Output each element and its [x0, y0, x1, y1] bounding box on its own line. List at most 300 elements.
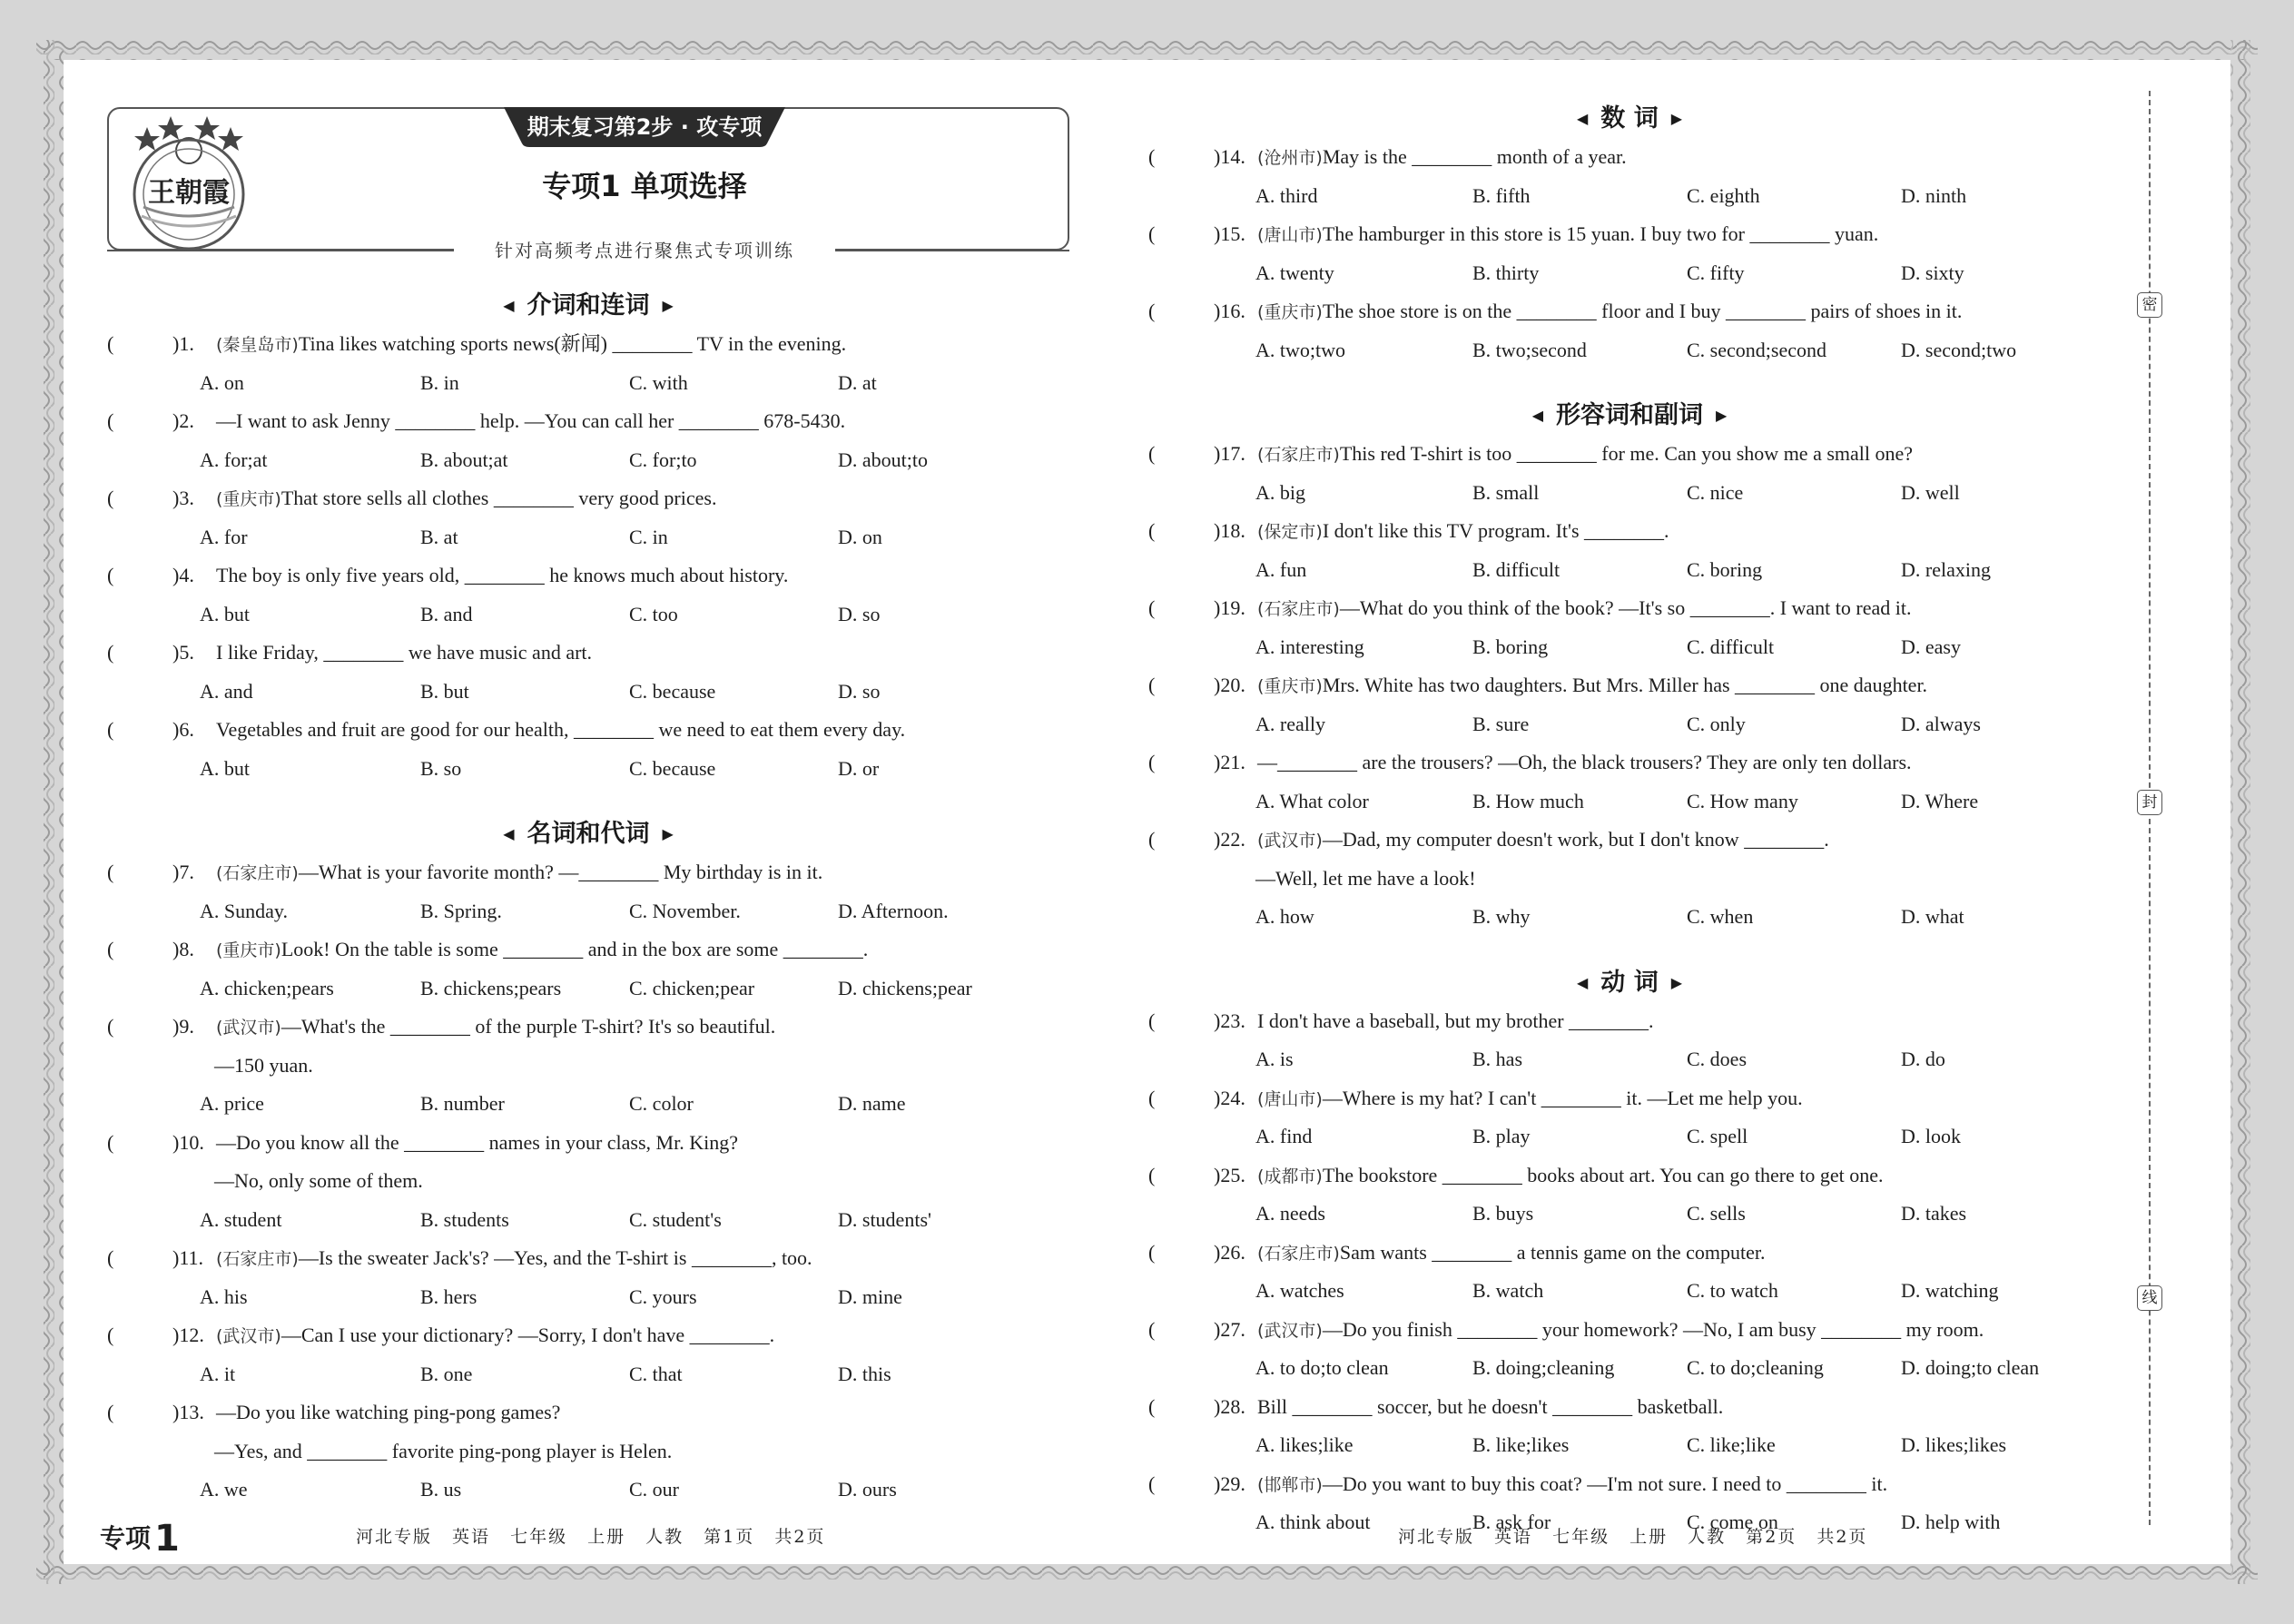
option-a: A. we	[200, 1478, 248, 1501]
answer-paren-open: (	[107, 1324, 114, 1346]
question-line	[107, 853, 1069, 892]
question-line	[1148, 743, 2111, 782]
option-d: D. ninth	[1901, 183, 1967, 207]
question-line	[1148, 215, 2111, 254]
option-b: B. fifth	[1472, 183, 1531, 207]
option-c: C. that	[629, 1362, 683, 1385]
section-gap	[107, 788, 1069, 815]
question-number: )9.	[172, 1015, 194, 1038]
question-text	[216, 853, 822, 893]
question-text	[1257, 138, 1627, 178]
question-number: )5.	[172, 641, 194, 664]
section-title-text: 动 词	[1600, 968, 1659, 997]
question-line	[1148, 1002, 2111, 1041]
option-d: D. look	[1901, 1125, 1961, 1147]
option-d: D. Where	[1901, 789, 1979, 812]
answer-options	[107, 969, 1069, 1009]
question-line	[107, 1124, 1069, 1163]
question-text	[216, 1393, 560, 1433]
answer-options	[107, 1355, 1069, 1394]
option-c: C. How many	[1687, 789, 1798, 812]
answer-paren-open: (	[107, 332, 114, 355]
question-text	[216, 402, 845, 442]
option-b: B. us	[420, 1478, 462, 1501]
question-line	[107, 711, 1069, 750]
question-region: (石家庄市)	[1257, 445, 1340, 465]
question-number: )23.	[1214, 1009, 1245, 1032]
question-region: (唐山市)	[1257, 225, 1323, 245]
answer-options	[107, 364, 1069, 403]
left-triangle-icon: ◀	[503, 297, 515, 314]
question-body: I don't have a baseball, but my brother ________.	[1257, 1009, 1654, 1032]
option-c: C. student's	[629, 1207, 722, 1231]
answer-paren-open: (	[1148, 300, 1156, 322]
question-number: )15.	[1214, 222, 1245, 245]
question-body: —Do you like watching ping-pong games?	[216, 1401, 561, 1423]
left-triangle-icon: ◀	[1576, 110, 1589, 127]
binding-mark-line: 线	[2137, 1285, 2162, 1311]
answer-options	[107, 595, 1069, 635]
option-b: B. How much	[1472, 789, 1584, 812]
question-number: )22.	[1214, 828, 1245, 851]
answer-paren-open: (	[1148, 145, 1156, 168]
section-title-text: 名词和代词	[527, 820, 650, 848]
section-title	[1148, 100, 2111, 138]
question-body: Sam wants ________ a tennis game on the computer.	[1339, 1240, 1766, 1264]
option-c: C. eighth	[1687, 183, 1760, 207]
answer-options	[1148, 1349, 2111, 1388]
answer-options	[107, 441, 1069, 480]
option-b: B. but	[420, 679, 469, 703]
answer-options	[107, 892, 1069, 931]
question-line	[1148, 435, 2111, 474]
question-text	[1257, 1156, 1884, 1196]
question-line	[1148, 292, 2111, 331]
question-region: (重庆市)	[216, 489, 281, 509]
question-body: —What's the ________ of the purple T-shirt? It's so beautiful.	[281, 1015, 776, 1038]
question-number: )11.	[172, 1246, 204, 1269]
question-line	[107, 930, 1069, 969]
option-a: A. watches	[1255, 1279, 1344, 1302]
answer-options	[1148, 782, 2111, 822]
question-number: )4.	[172, 564, 194, 586]
option-d: D. this	[838, 1362, 891, 1385]
question-body: —What do you think of the book? —It's so ________. I want to read it.	[1339, 596, 1912, 619]
option-c: C. second;second	[1687, 338, 1826, 361]
question-body: —Do you want to buy this coat? —I'm not sure. I need to ________ it.	[1322, 1471, 1888, 1495]
question-line	[107, 479, 1069, 518]
answer-options	[1148, 254, 2111, 293]
question-body: —________ are the trousers? —Oh, the black trousers? They are only ten dollars.	[1257, 751, 1912, 773]
section-title-text: 形容词和副词	[1556, 401, 1703, 429]
option-d: D. well	[1901, 480, 1960, 504]
question-body: That store sells all clothes ________ very good prices.	[281, 487, 717, 509]
option-a: A. chicken;pears	[200, 976, 334, 999]
option-b: B. so	[420, 756, 462, 780]
question-text	[1257, 512, 1669, 552]
answer-paren-open: (	[1148, 222, 1156, 245]
question-line	[1148, 138, 2111, 177]
option-d: D. help with	[1901, 1511, 2001, 1533]
option-d: D. so	[838, 602, 881, 625]
question-line	[1148, 1465, 2111, 1504]
right-triangle-icon: ▶	[1670, 973, 1683, 991]
question-line	[1148, 821, 2111, 860]
question-body: —Where is my hat? I can't ________ it. —Let me help you.	[1322, 1086, 1803, 1109]
page-subtitle: 针对高频考点进行聚焦式专项训练	[454, 236, 835, 262]
question-region: (武汉市)	[1257, 831, 1323, 851]
option-b: B. difficult	[1472, 557, 1561, 581]
question-number: )27.	[1214, 1317, 1245, 1341]
option-c: C. difficult	[1687, 635, 1775, 658]
question-region: (石家庄市)	[216, 863, 299, 883]
question-number: )18.	[1214, 519, 1245, 542]
section-gap	[1148, 369, 2111, 397]
question-region: (石家庄市)	[1257, 1243, 1340, 1264]
question-number: )1.	[172, 332, 194, 355]
answer-paren-open: (	[1148, 751, 1156, 773]
answer-options	[107, 518, 1069, 557]
answer-options	[107, 1278, 1069, 1317]
question-continuation: —150 yuan.	[214, 1053, 313, 1077]
question-text	[216, 325, 846, 365]
question-region: (石家庄市)	[216, 1249, 299, 1269]
option-c: C. color	[629, 1092, 694, 1115]
question-body: The bookstore ________ books about art. You can go there to get one.	[1322, 1163, 1884, 1186]
question-region: (成都市)	[1257, 1166, 1323, 1186]
binding-mark-seal: 密	[2137, 292, 2162, 318]
question-line	[1148, 1311, 2111, 1350]
question-line	[1148, 512, 2111, 551]
answer-paren-open: (	[107, 1130, 114, 1154]
question-number: )6.	[172, 718, 194, 741]
question-continuation: —No, only some of them.	[214, 1169, 423, 1192]
option-a: A. but	[200, 602, 250, 625]
option-c: C. with	[629, 370, 688, 394]
answer-options	[1148, 1426, 2111, 1465]
option-d: D. watching	[1901, 1279, 1999, 1302]
answer-paren-open: (	[1148, 1163, 1156, 1186]
option-b: B. students	[420, 1207, 509, 1231]
option-c: C. to watch	[1687, 1279, 1778, 1302]
header-tab-label: 期末复习第2步 · 攻专项	[527, 114, 763, 140]
option-a: A. student	[200, 1207, 282, 1231]
question-region: (石家庄市)	[1257, 599, 1340, 619]
option-c: C. because	[629, 679, 716, 703]
option-a: A. price	[200, 1092, 264, 1115]
question-text	[216, 1008, 775, 1048]
option-c: C. like;like	[1687, 1433, 1776, 1456]
answer-options	[1148, 474, 2111, 513]
question-text	[216, 711, 905, 751]
option-c: C. November.	[629, 899, 741, 922]
option-d: D. Afternoon.	[838, 899, 949, 922]
answer-paren-open: (	[107, 564, 114, 586]
left-triangle-icon: ◀	[1576, 973, 1589, 991]
question-region: (唐山市)	[1257, 1088, 1323, 1109]
question-body: —Do you know all the ________ names in your class, Mr. King?	[216, 1130, 738, 1154]
option-d: D. what	[1901, 905, 1964, 928]
option-b: B. like;likes	[1472, 1433, 1570, 1456]
option-a: A. two;two	[1255, 338, 1345, 361]
question-number: )7.	[172, 861, 194, 883]
answer-options	[107, 1201, 1069, 1240]
answer-paren-open: (	[1148, 442, 1156, 465]
section-title	[107, 287, 1069, 325]
question-line	[1148, 1234, 2111, 1273]
question-number: )3.	[172, 487, 194, 509]
question-line	[1148, 1388, 2111, 1427]
option-d: D. name	[838, 1092, 906, 1115]
left-triangle-icon: ◀	[1531, 407, 1543, 424]
section-title-text: 介词和连词	[527, 291, 650, 320]
answer-paren-open: (	[1148, 596, 1156, 619]
option-b: B. thirty	[1472, 261, 1540, 284]
option-a: A. for;at	[200, 448, 268, 471]
option-a: A. on	[200, 370, 244, 394]
question-line	[1148, 666, 2111, 705]
option-a: A. twenty	[1255, 261, 1334, 284]
question-number: )28.	[1214, 1394, 1245, 1418]
footer-section-label	[100, 1518, 180, 1560]
option-d: D. easy	[1901, 635, 1961, 658]
question-body: The hamburger in this store is 15 yuan. I buy two for ________ yuan.	[1322, 222, 1879, 245]
option-a: A. find	[1255, 1125, 1313, 1147]
option-b: B. boring	[1472, 635, 1549, 658]
option-d: D. at	[838, 370, 877, 394]
answer-paren-open: (	[1148, 1009, 1156, 1032]
option-c: C. in	[629, 525, 668, 548]
question-body: —What is your favorite month? —________ My birthday is in it.	[298, 861, 823, 883]
option-d: D. students'	[838, 1207, 931, 1231]
option-a: A. interesting	[1255, 635, 1364, 658]
question-text	[1257, 1002, 1654, 1042]
option-b: B. Spring.	[420, 899, 502, 922]
answer-paren-open: (	[1148, 1471, 1156, 1495]
option-c: C. too	[629, 602, 678, 625]
option-d: D. about;to	[838, 448, 928, 471]
option-a: A. fun	[1255, 557, 1307, 581]
option-a: A. for	[200, 525, 248, 548]
question-region: (重庆市)	[1257, 302, 1323, 322]
option-b: B. doing;cleaning	[1472, 1356, 1615, 1379]
option-b: B. hers	[420, 1284, 478, 1308]
option-c: C. spell	[1687, 1125, 1748, 1147]
question-body: This red T-shirt is too ________ for me. Can you show me a small one?	[1339, 442, 1914, 465]
option-a: A. likes;like	[1255, 1433, 1354, 1456]
question-text	[1257, 292, 1962, 332]
question-number: )29.	[1214, 1471, 1245, 1495]
answer-options	[107, 1471, 1069, 1510]
section-title	[1148, 964, 2111, 1002]
question-text	[216, 1316, 774, 1356]
right-triangle-icon: ▶	[662, 297, 674, 314]
option-d: D. so	[838, 679, 881, 703]
left-triangle-icon: ◀	[503, 825, 515, 842]
option-a: A. but	[200, 756, 250, 780]
footer-left-info: 河北专版 英语 七年级 上册 人教 第1页 共2页	[356, 1527, 826, 1547]
answer-options	[1148, 628, 2111, 667]
option-c: C. chicken;pear	[629, 976, 755, 999]
answer-paren-open: (	[1148, 1317, 1156, 1341]
question-body: Vegetables and fruit are good for our health, ________ we need to eat them every day.	[216, 718, 906, 741]
answer-paren-open: (	[1148, 828, 1156, 851]
question-body: I don't like this TV program. It's ________.	[1322, 519, 1669, 542]
brand-logo	[116, 107, 261, 260]
answer-paren-open: (	[1148, 674, 1156, 696]
option-b: B. two;second	[1472, 338, 1587, 361]
page-title: 专项1 单项选择	[542, 169, 747, 203]
question-body: —Is the sweater Jack's? —Yes, and the T-shirt is ________, too.	[298, 1246, 812, 1269]
answer-paren-open: (	[107, 861, 114, 883]
answer-paren-open: (	[107, 1015, 114, 1038]
answer-options	[1148, 1195, 2111, 1234]
question-text	[1257, 1234, 1765, 1274]
option-c: C. because	[629, 756, 716, 780]
question-body: Mrs. White has two daughters. But Mrs. Miller has ________ one daughter.	[1322, 674, 1928, 696]
footer-section-number: 1	[154, 1518, 180, 1560]
right-triangle-icon: ▶	[1716, 407, 1728, 424]
question-region: (武汉市)	[216, 1018, 281, 1038]
option-a: A. his	[200, 1284, 248, 1308]
option-a: A. how	[1255, 905, 1314, 928]
question-number: )16.	[1214, 300, 1245, 322]
option-a: A. needs	[1255, 1202, 1325, 1225]
section-title	[107, 815, 1069, 853]
svg-text:王朝霞: 王朝霞	[148, 177, 230, 209]
option-d: D. takes	[1901, 1202, 1967, 1225]
answer-options	[1148, 551, 2111, 590]
answer-paren-open: (	[107, 718, 114, 741]
question-text	[1257, 1079, 1803, 1119]
question-number: )12.	[172, 1324, 204, 1346]
question-number: )21.	[1214, 751, 1245, 773]
option-b: B. buys	[1472, 1202, 1534, 1225]
answer-options	[1148, 331, 2111, 370]
option-d: D. do	[1901, 1048, 1945, 1070]
answer-paren-open: (	[107, 409, 114, 432]
question-body: The shoe store is on the ________ floor and I buy ________ pairs of shoes in it.	[1322, 300, 1963, 322]
option-a: A. really	[1255, 712, 1325, 735]
option-c: C. fifty	[1687, 261, 1745, 284]
option-c: C. when	[1687, 905, 1754, 928]
section-gap	[1148, 937, 2111, 964]
answer-options	[1148, 705, 2111, 744]
option-c: C. sells	[1687, 1202, 1746, 1225]
question-body: Look! On the table is some ________ and in the box are some ________.	[281, 938, 869, 960]
option-d: D. always	[1901, 712, 1981, 735]
question-number: )2.	[172, 409, 194, 432]
option-c: C. nice	[1687, 480, 1744, 504]
option-b: B. in	[420, 370, 459, 394]
right-triangle-icon: ▶	[662, 825, 674, 842]
question-line	[107, 634, 1069, 673]
option-b: B. why	[1472, 905, 1531, 928]
option-d: D. on	[838, 525, 882, 548]
question-line	[107, 402, 1069, 441]
option-b: B. at	[420, 525, 458, 548]
answer-paren-open: (	[1148, 1240, 1156, 1264]
right-triangle-icon: ▶	[1670, 110, 1683, 127]
option-c: C. come on	[1687, 1511, 1778, 1533]
question-body: —I want to ask Jenny ________ help. —You can call her ________ 678-5430.	[216, 409, 846, 432]
option-a: A. is	[1255, 1048, 1294, 1070]
question-number: )8.	[172, 938, 194, 960]
option-c: C. our	[629, 1478, 679, 1501]
question-text	[1257, 1388, 1723, 1428]
answer-paren-open: (	[1148, 1394, 1156, 1418]
option-a: A. to do;to clean	[1255, 1356, 1389, 1379]
option-c: C. for;to	[629, 448, 697, 471]
option-b: B. has	[1472, 1048, 1522, 1070]
question-region: (重庆市)	[1257, 676, 1323, 696]
question-body: I like Friday, ________ we have music and art.	[216, 641, 593, 664]
option-c: C. boring	[1687, 557, 1763, 581]
question-text	[216, 479, 716, 519]
question-text	[1257, 435, 1913, 475]
right-page-questions	[1148, 100, 2111, 1542]
question-text	[216, 1124, 738, 1164]
option-d: D. second;two	[1901, 338, 2017, 361]
answer-options	[107, 750, 1069, 789]
option-b: B. number	[420, 1092, 505, 1115]
answer-paren-open: (	[1148, 1086, 1156, 1109]
answer-options	[107, 1085, 1069, 1124]
option-c: C. only	[1687, 712, 1746, 735]
question-body: May is the ________ month of a year.	[1322, 145, 1627, 168]
option-a: A. third	[1255, 183, 1318, 207]
option-b: B. sure	[1472, 712, 1530, 735]
answer-options	[1148, 1272, 2111, 1311]
answer-paren-open: (	[107, 487, 114, 509]
question-line	[107, 1008, 1069, 1047]
option-a: A. What color	[1255, 789, 1369, 812]
question-number: )13.	[172, 1401, 204, 1423]
question-line	[107, 1239, 1069, 1278]
question-region: (武汉市)	[1257, 1320, 1323, 1341]
question-number: )17.	[1214, 442, 1245, 465]
question-body: —Can I use your dictionary? —Sorry, I don't have ________.	[281, 1324, 775, 1346]
question-text	[1257, 215, 1878, 255]
option-b: B. and	[420, 602, 473, 625]
question-body: —Dad, my computer doesn't work, but I don't know ________.	[1322, 828, 1829, 851]
option-d: D. mine	[838, 1284, 902, 1308]
question-number: )25.	[1214, 1163, 1245, 1186]
answer-paren-open: (	[107, 1246, 114, 1269]
question-region: (秦皇岛市)	[216, 335, 299, 355]
question-number: )14.	[1214, 145, 1245, 168]
option-d: D. or	[838, 756, 880, 780]
question-line	[107, 1393, 1069, 1432]
question-line	[107, 556, 1069, 595]
option-b: B. small	[1472, 480, 1540, 504]
option-b: B. ask for	[1472, 1511, 1551, 1533]
answer-options	[107, 673, 1069, 712]
question-region: (沧州市)	[1257, 148, 1323, 168]
question-body: —Do you finish ________ your homework? —No, I am busy ________ my room.	[1322, 1317, 1984, 1341]
footer-right-info: 河北专版 英语 七年级 上册 人教 第2页 共2页	[1398, 1527, 1868, 1547]
question-region: (邯郸市)	[1257, 1474, 1323, 1495]
answer-paren-open: (	[107, 938, 114, 960]
answer-paren-open: (	[107, 641, 114, 664]
question-line	[1148, 589, 2111, 628]
question-text	[1257, 666, 1927, 706]
option-b: B. chickens;pears	[420, 976, 562, 999]
answer-options	[1148, 1117, 2111, 1156]
option-d: D. likes;likes	[1901, 1433, 2007, 1456]
option-a: A. Sunday.	[200, 899, 288, 922]
question-text	[216, 556, 788, 596]
